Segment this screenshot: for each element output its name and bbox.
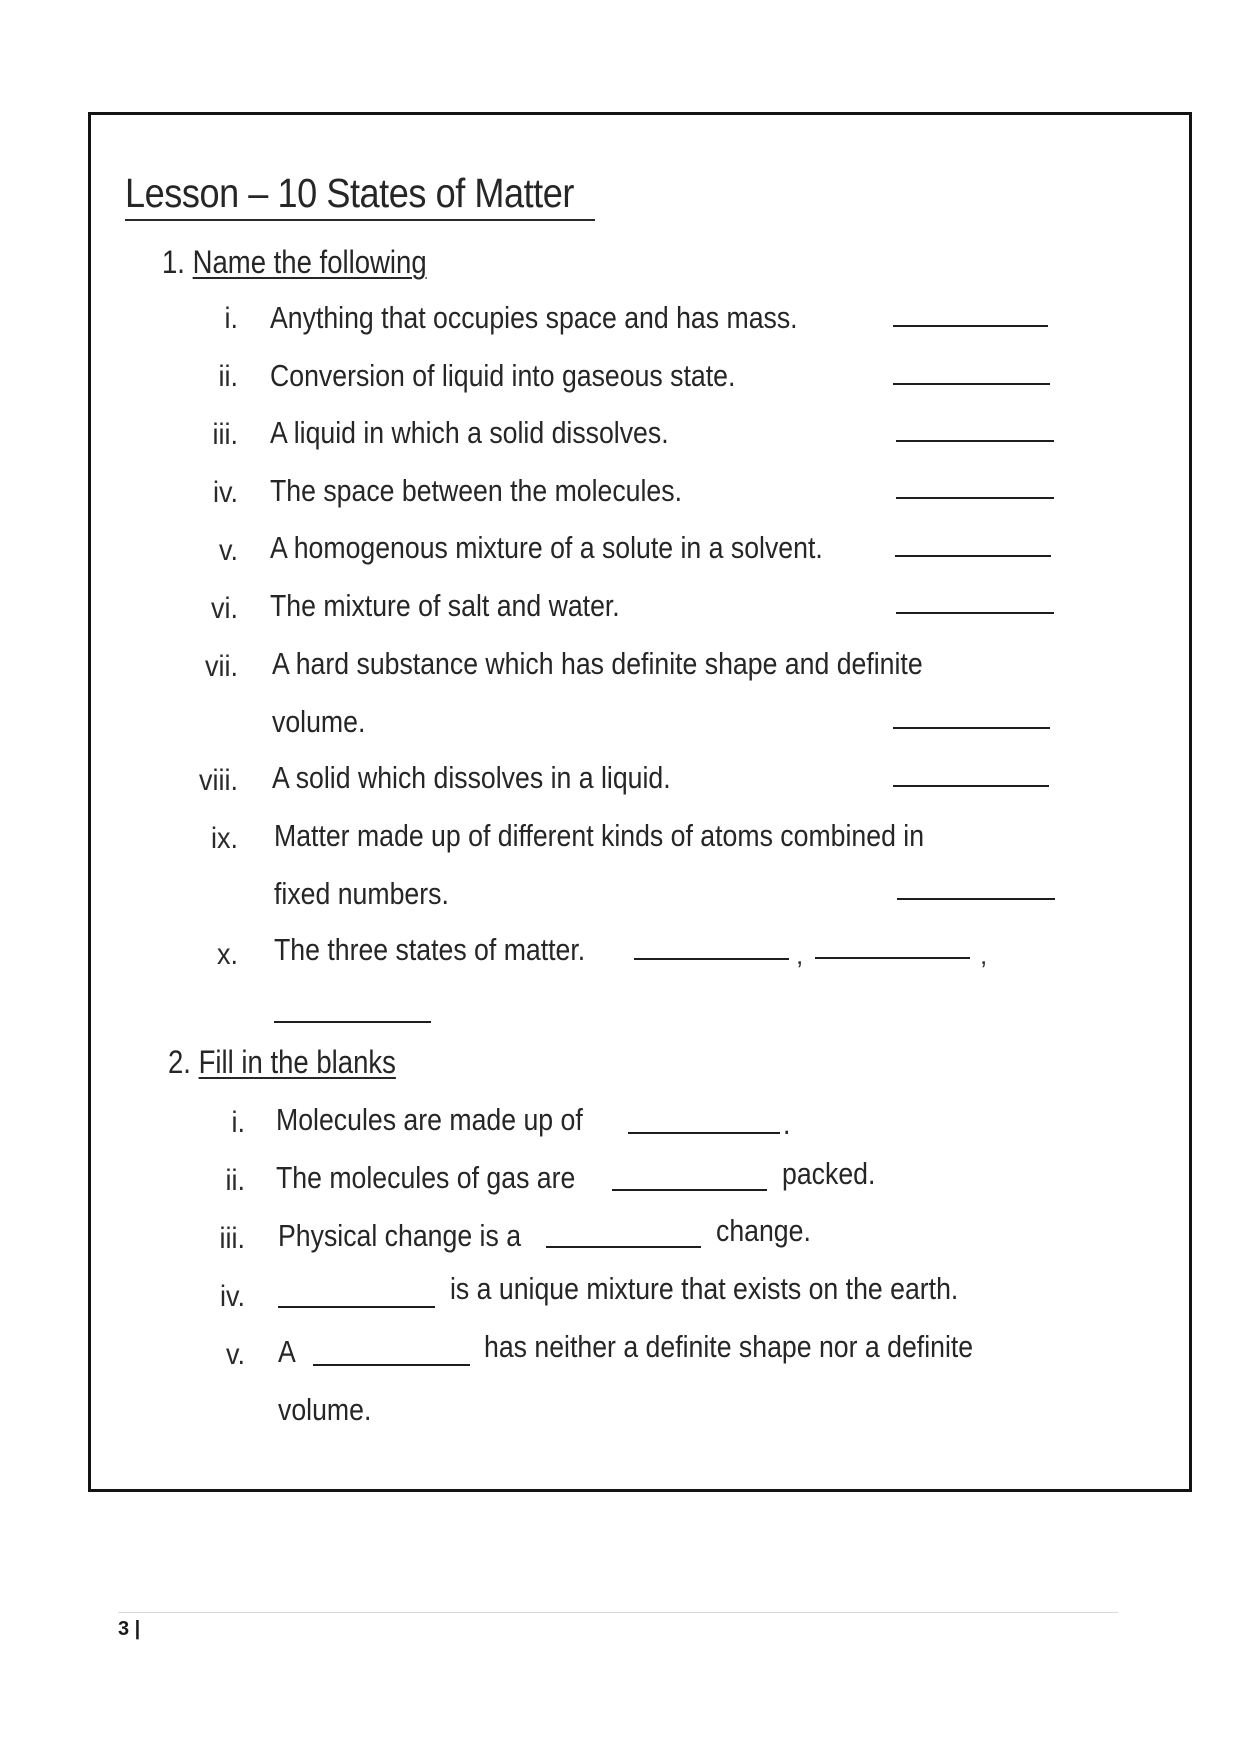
q1-v-text: A homogenous mixture of a solute in a solvent. [270,530,823,565]
q2-iv-numeral: iv. [219,1280,245,1313]
q1-x-answer-blank-3[interactable] [274,1021,431,1023]
section-1-label: Name the following [192,244,427,280]
q1-vii-text-continued: volume. [272,704,366,739]
q1-iv-numeral: iv. [212,476,238,509]
q1-vi-answer-blank[interactable] [896,612,1054,614]
q1-x-answer-blank-1[interactable] [634,958,789,960]
q1-x-answer-blank-2[interactable] [815,957,970,959]
section-2-number: 2. [168,1044,191,1080]
q1-v-answer-blank[interactable] [895,555,1051,557]
q1-vi-text: The mixture of salt and water. [270,588,620,623]
q2-ii-answer-blank[interactable] [612,1189,767,1191]
q2-iv-text-after: is a unique mixture that exists on the earth. [450,1271,959,1306]
q1-ix-text: Matter made up of different kinds of atoms combined in [274,818,925,853]
q1-ix-answer-blank[interactable] [897,898,1055,900]
q1-iii-answer-blank[interactable] [896,440,1054,442]
q1-vii-answer-blank[interactable] [893,727,1050,729]
q1-i-answer-blank[interactable] [893,325,1048,327]
title-underline [125,219,595,221]
q1-viii-answer-blank[interactable] [893,785,1049,787]
q1-ix-numeral: ix. [211,822,238,855]
q2-ii-text-after: packed. [782,1156,876,1191]
q2-v-answer-blank[interactable] [313,1364,470,1366]
q1-x-numeral: x. [216,938,238,971]
q1-iv-answer-blank[interactable] [896,497,1054,499]
q1-viii-text: A solid which dissolves in a liquid. [272,760,671,795]
q1-iii-numeral: iii. [212,418,238,451]
q2-i-numeral: i. [231,1106,245,1139]
q1-ii-answer-blank[interactable] [893,383,1050,385]
q1-iv-text: The space between the molecules. [270,473,682,508]
q1-x-text: The three states of matter. [274,932,586,967]
q2-iii-answer-blank[interactable] [546,1246,701,1248]
section-2-heading [168,1044,396,1081]
q2-i-text-before: Molecules are made up of [276,1102,583,1137]
q1-x-separator-2: , [980,940,988,970]
q2-v-text-after: has neither a definite shape nor a definite [484,1329,974,1364]
q2-ii-numeral: ii. [225,1164,245,1197]
q1-vii-numeral: vii. [204,650,238,683]
q1-ii-text: Conversion of liquid into gaseous state. [270,358,736,393]
page-number: 3 | [118,1618,141,1640]
section-1-number: 1. [162,244,185,280]
q2-iii-numeral: iii. [219,1222,245,1255]
q2-v-text-before: A [278,1334,296,1369]
q1-vi-numeral: vi. [211,592,238,625]
q1-i-text: Anything that occupies space and has mass. [270,300,798,335]
q2-v-text-continued: volume. [278,1392,372,1427]
q1-x-separator-1: , [796,940,804,970]
lesson-title: Lesson – 10 States of Matter [125,170,574,216]
q2-iii-text-before: Physical change is a [278,1218,522,1253]
q1-iii-text: A liquid in which a solid dissolves. [270,415,669,450]
section-2-label: Fill in the blanks [198,1044,396,1080]
q2-iii-text-after: change. [716,1213,811,1248]
q2-iv-answer-blank[interactable] [278,1306,435,1308]
q1-i-numeral: i. [224,302,238,335]
section-1-heading [162,244,427,281]
q1-ii-numeral: ii. [218,360,238,393]
q2-ii-text-before: The molecules of gas are [276,1160,576,1195]
q2-v-numeral: v. [226,1338,245,1371]
q1-v-numeral: v. [219,534,238,567]
q1-vii-text: A hard substance which has definite shape and definite [272,646,923,681]
footer-rule [118,1612,1118,1613]
q1-viii-numeral: viii. [198,764,238,797]
q1-ix-text-continued: fixed numbers. [274,876,449,911]
q2-i-text-after: . [783,1106,791,1141]
q2-i-answer-blank[interactable] [628,1132,780,1134]
